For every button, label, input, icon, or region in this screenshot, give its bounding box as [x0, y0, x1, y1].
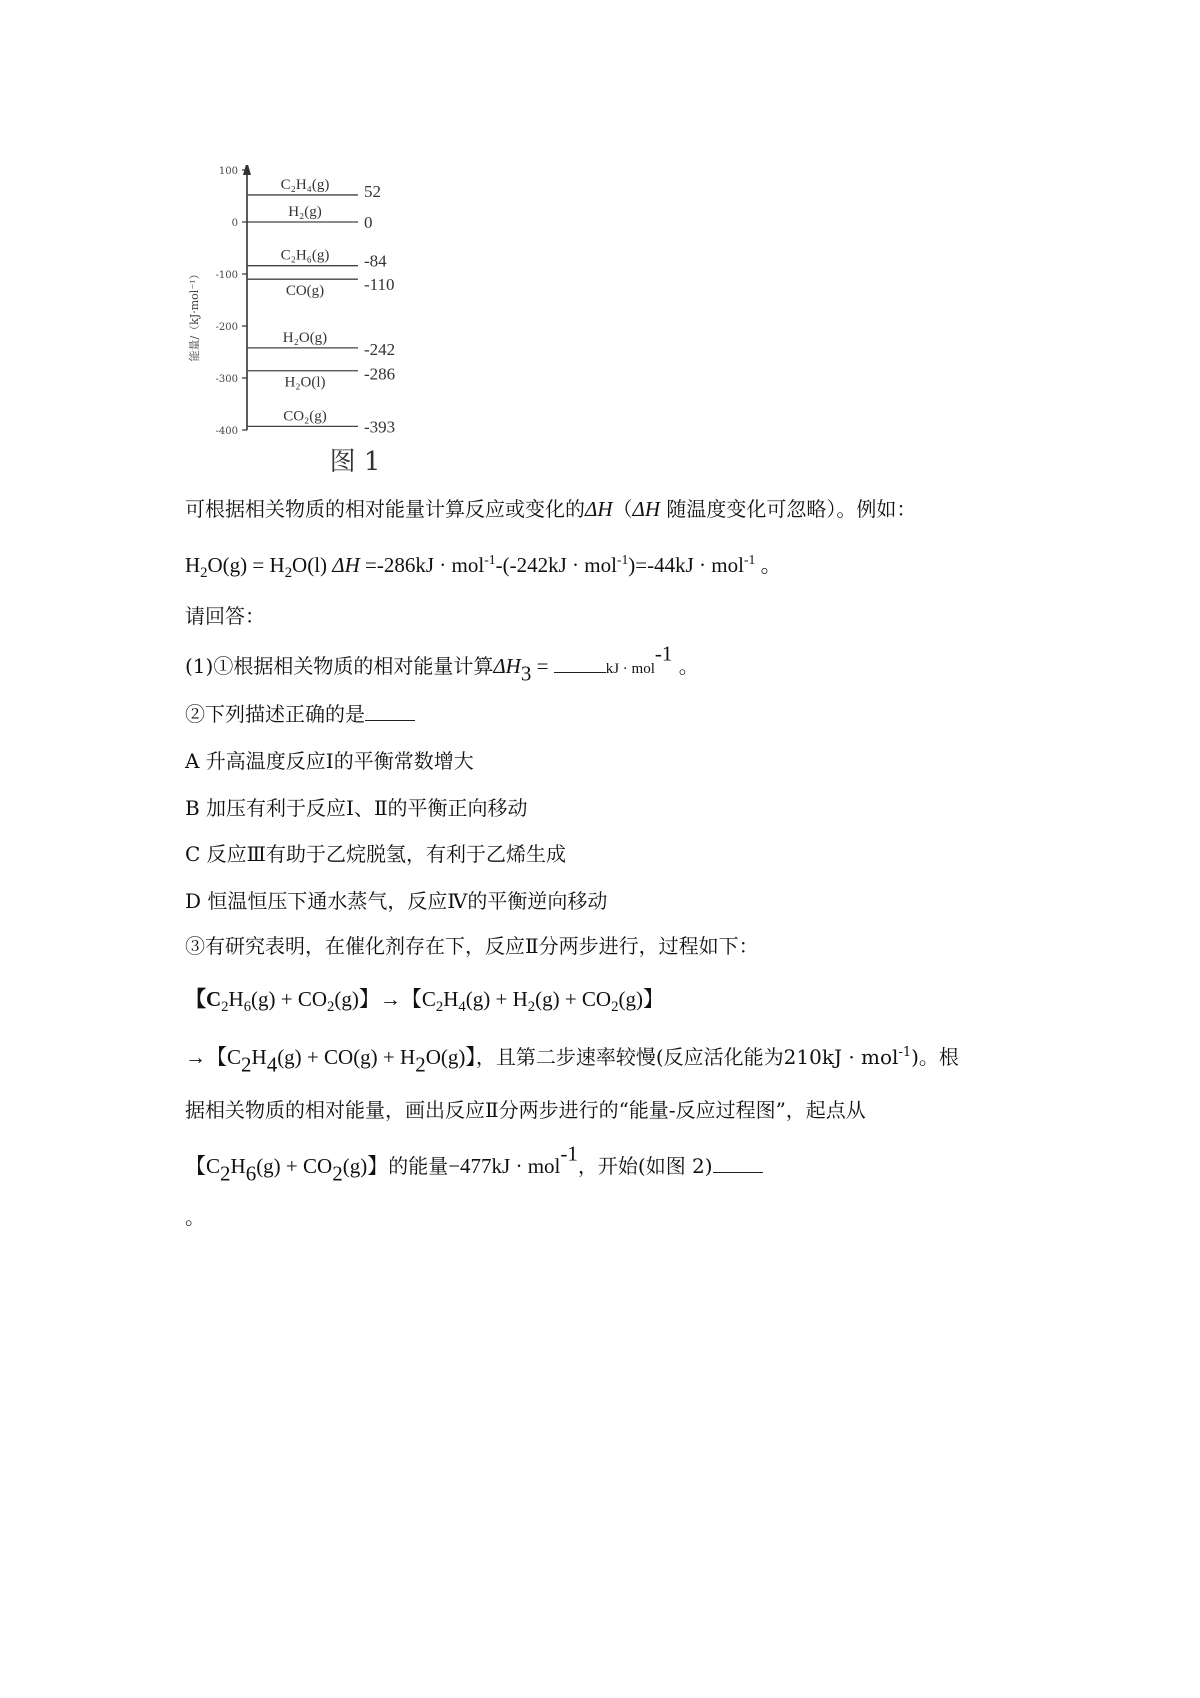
- delta-h-symbol: ΔH: [585, 497, 613, 521]
- eq-part: )=-44kJ · mol: [628, 553, 744, 577]
- energy-value-label: -393: [364, 417, 396, 437]
- superscript: -1: [654, 641, 673, 666]
- superscript: -1: [616, 551, 629, 567]
- eq-part: O(g) = H: [207, 553, 285, 577]
- subscript: 2: [200, 565, 208, 582]
- eq-part: -: [495, 553, 503, 577]
- subscript: 6: [245, 1161, 257, 1186]
- y-tick-label: -400: [215, 426, 238, 437]
- eq-part: H: [251, 1045, 267, 1069]
- eq-part: ，开始(如图 2): [577, 1154, 713, 1178]
- species-label: H₂O(g): [282, 329, 328, 346]
- subscript: 2: [332, 1161, 343, 1186]
- subscript: 2: [611, 999, 619, 1016]
- eq-part: =-286kJ · mol: [359, 553, 485, 577]
- y-tick-label: 100: [218, 166, 238, 177]
- question-1: [185, 641, 699, 686]
- y-axis-label: 能量/（kJ·mol⁻¹）: [188, 268, 201, 362]
- energy-value-label: 52: [364, 181, 381, 201]
- start-point-line: [185, 1141, 763, 1186]
- species-label: H₂O(l): [284, 374, 326, 391]
- step-1-equation: [185, 985, 664, 1016]
- superscript: -1: [484, 551, 496, 567]
- subscript: 4: [458, 999, 466, 1016]
- answer-blank[interactable]: [365, 702, 415, 721]
- energy-value-label: 0: [364, 213, 373, 232]
- y-tick-label: -200: [215, 322, 238, 333]
- delta-h-symbol: ΔH: [332, 553, 360, 577]
- eq-part: O(l): [292, 553, 333, 577]
- eq-part: (g)】: [618, 987, 664, 1011]
- answer-blank[interactable]: [713, 1154, 763, 1173]
- eq-part: H: [228, 987, 244, 1011]
- energy-level-figure: [180, 165, 480, 525]
- eq-part: (g) + CO: [251, 987, 328, 1011]
- subscript: 6: [243, 999, 252, 1016]
- eq-part: (-242kJ · mol: [502, 553, 617, 577]
- final-mark: 。: [185, 1205, 205, 1229]
- q1-eq: =: [531, 654, 554, 678]
- eq-part: 【C: [185, 1154, 221, 1178]
- eq-part: (g) + CO: [256, 1154, 333, 1178]
- eq-part: H: [185, 553, 201, 577]
- subscript: 3: [520, 661, 532, 686]
- question-3: ③有研究表明，在催化剂存在下，反应Ⅱ分两步进行，过程如下：: [185, 934, 759, 958]
- energy-value-label: -242: [364, 339, 396, 359]
- answer-blank[interactable]: [554, 654, 606, 673]
- delta-h-symbol: ΔH: [493, 654, 521, 678]
- species-label: CO(g): [285, 283, 325, 300]
- q1-end: 。: [672, 654, 699, 678]
- eq-part: O(g)】: [425, 1045, 476, 1069]
- eq-part: H: [230, 1154, 246, 1178]
- y-tick-label: 0: [231, 218, 238, 229]
- y-tick-label: -300: [215, 374, 238, 385]
- eq-part: (g)】: [342, 1154, 389, 1178]
- eq-part: (g) + H: [465, 987, 528, 1011]
- subscript: 2: [435, 999, 444, 1016]
- eq-part: (g) + CO: [535, 987, 612, 1011]
- paragraph-line: 据相关物质的相对能量，画出反应Ⅱ分两步进行的“能量-反应过程图”，起点从: [185, 1098, 866, 1122]
- intro-line: [185, 495, 916, 523]
- subscript: 4: [266, 1052, 278, 1077]
- y-tick-label: -100: [215, 270, 238, 281]
- energy-value-label: -110: [364, 275, 395, 295]
- eq-part: →【C: [185, 1045, 242, 1069]
- q2-text: ②下列描述正确的是: [185, 702, 365, 726]
- please-answer: 请回答：: [185, 604, 265, 628]
- superscript: -1: [743, 551, 756, 567]
- subscript: 2: [241, 1052, 252, 1077]
- step-2-equation: [185, 1043, 959, 1077]
- intro-text-a: 可根据相关物质的相对能量计算反应或变化的: [185, 497, 585, 521]
- energy-value-label: -286: [364, 364, 396, 384]
- subscript: 2: [284, 565, 293, 582]
- eq-part: 【C: [185, 987, 222, 1011]
- eq-part: ，且第二步速率较慢(反应活化能为210kJ · mol: [475, 1045, 899, 1069]
- example-equation: [185, 551, 782, 582]
- eq-part: −477kJ · mol: [448, 1154, 561, 1178]
- option-b: B 加压有利于反应Ⅰ、Ⅱ的平衡正向移动: [185, 796, 528, 820]
- intro-text-b: （: [612, 497, 633, 521]
- subscript: 2: [527, 999, 536, 1016]
- species-label: CO₂(g): [283, 408, 327, 425]
- eq-part: 的能量: [388, 1154, 449, 1178]
- energy-value-label: -84: [364, 251, 387, 271]
- figure-caption: 图 1: [329, 447, 381, 477]
- delta-h-symbol: ΔH: [632, 497, 660, 521]
- subscript: 2: [415, 1052, 426, 1077]
- q1-text: (1)①根据相关物质的相对能量计算: [185, 654, 494, 678]
- eq-part: (g) + CO(g) + H: [277, 1045, 416, 1069]
- option-d: D 恒温恒压下通水蒸气，反应Ⅳ的平衡逆向移动: [185, 889, 608, 913]
- eq-part: (g)】→【C: [334, 987, 436, 1011]
- intro-text-c: 随温度变化可忽略）。例如：: [660, 497, 917, 521]
- superscript: -1: [560, 1141, 578, 1166]
- superscript: -1: [898, 1045, 912, 1061]
- eq-part: )。根: [911, 1045, 959, 1069]
- option-c: C 反应Ⅲ有助于乙烷脱氢，有利于乙烯生成: [185, 842, 566, 866]
- subscript: 2: [327, 999, 335, 1016]
- question-2: [185, 700, 415, 728]
- option-a: A 升高温度反应Ⅰ的平衡常数增大: [185, 749, 474, 773]
- eq-part: H: [443, 987, 459, 1011]
- q1-unit: kJ · mol: [605, 661, 655, 677]
- subscript: 2: [220, 1161, 231, 1186]
- species-label: H₂(g): [288, 204, 322, 220]
- eq-part: 。: [755, 553, 782, 577]
- species-label: C₂H₄(g): [280, 176, 330, 193]
- species-label: C₂H₆(g): [280, 247, 330, 264]
- subscript: 2: [221, 999, 229, 1016]
